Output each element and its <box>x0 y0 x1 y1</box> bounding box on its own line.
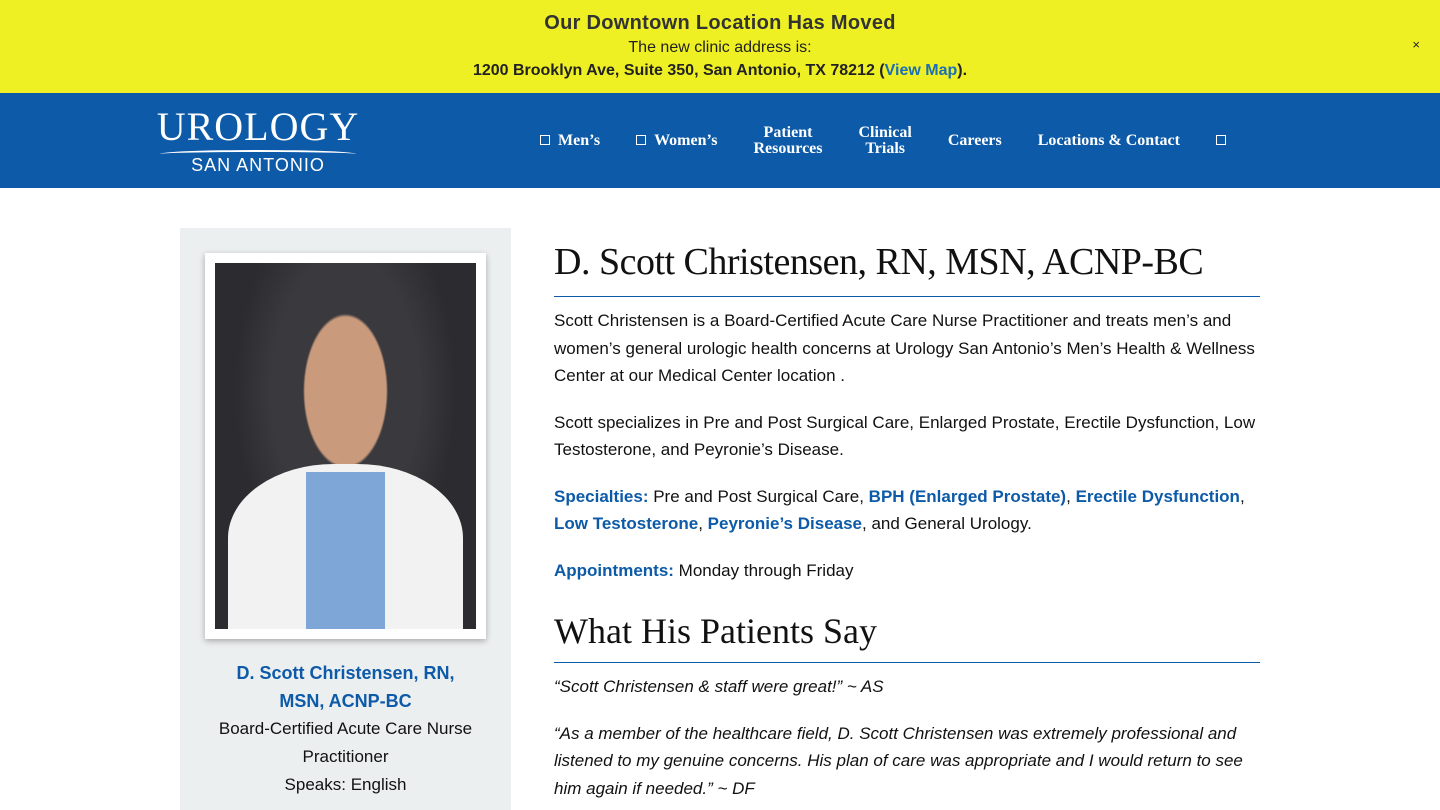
bio-paragraph: Scott Christensen is a Board-Certified Acute Care Nurse Practitioner and treats men’s and women’s general urologic health concerns at Urology San Antonio’s Men’s Health & Wellness Center at our Medical Center location . <box>554 311 1255 385</box>
testimonial: “Scott Christensen & staff were great!” ~ AS <box>554 677 884 696</box>
link-low-t[interactable]: Low Testosterone <box>554 514 699 533</box>
nav-label: Patient <box>763 123 813 141</box>
provider-languages: Speaks: English <box>284 775 407 794</box>
nav-clinical-trials[interactable] <box>859 125 912 157</box>
view-map-link[interactable]: View Map <box>884 62 958 79</box>
banner-text: The new clinic address is: <box>628 39 812 56</box>
nav-locations[interactable] <box>1038 133 1180 149</box>
banner-title: Our Downtown Location Has Moved <box>544 12 896 34</box>
logo-subtext: SAN ANTONIO <box>191 155 325 175</box>
expand-icon <box>636 135 646 145</box>
close-icon[interactable]: × <box>1412 37 1420 52</box>
main-nav <box>0 93 1440 188</box>
nav-label: Women’s <box>654 131 718 149</box>
main-content <box>554 240 1260 802</box>
page-title: D. Scott Christensen, RN, MSN, ACNP-BC <box>554 240 1260 297</box>
search-toggle[interactable] <box>1216 133 1234 149</box>
nav-label: Resources <box>753 139 823 157</box>
provider-card <box>180 228 511 810</box>
paren: ). <box>957 62 968 79</box>
nav-careers[interactable] <box>948 133 1002 149</box>
nav-label: Trials <box>865 139 906 157</box>
link-bph[interactable]: BPH (Enlarged Prostate) <box>868 486 1067 506</box>
reviews-heading: What His Patients Say <box>554 610 1260 663</box>
expand-icon <box>540 135 550 145</box>
paren: ( <box>874 62 885 79</box>
nav-patient-resources[interactable] <box>753 125 822 157</box>
nav-label: Men’s <box>558 131 601 149</box>
nav-label: Clinical <box>858 123 912 141</box>
nav-womens[interactable] <box>636 133 717 149</box>
announcement-banner <box>0 0 1440 93</box>
nav-label: Locations & Contact <box>1037 131 1180 149</box>
logo-text: UROLOGY <box>156 104 360 149</box>
specialties-label: Specialties: <box>554 486 649 506</box>
testimonial: “As a member of the healthcare field, D. Scott Christensen was extremely professional and listened to my genuine concerns. His plan of care was appropriate and I would return to see him again if needed.” ~ DF <box>554 723 1243 798</box>
nav-label: Careers <box>947 131 1002 149</box>
nav-mens[interactable] <box>540 133 600 149</box>
appointments-label: Appointments: <box>554 560 674 580</box>
banner-address <box>0 62 1440 80</box>
link-peyronies[interactable]: Peyronie’s Disease <box>707 514 863 533</box>
provider-photo <box>205 253 486 639</box>
search-icon <box>1216 135 1226 145</box>
address: 1200 Brooklyn Ave, Suite 350, San Antonio, TX 78212 <box>472 62 875 79</box>
link-ed[interactable]: Erectile Dysfunction <box>1075 486 1240 506</box>
specialties: Specialties: Pre and Post Surgical Care, BPH (Enlarged Prostate), Erectile Dysfunction, Low Testosterone, Peyronie’s Disease, and General Urology. <box>554 486 1245 533</box>
provider-name: D. Scott Christensen, RN, MSN, ACNP-BC <box>236 663 455 711</box>
appointments: Appointments: Monday through Friday <box>554 560 854 580</box>
logo[interactable] <box>150 104 366 176</box>
provider-role: Board-Certified Acute Care Nurse Practitioner <box>218 719 473 766</box>
specializes-paragraph: Scott specializes in Pre and Post Surgical Care, Enlarged Prostate, Erectile Dysfunction, Low Testosterone, and Peyronie’s Disease. <box>554 412 1256 459</box>
